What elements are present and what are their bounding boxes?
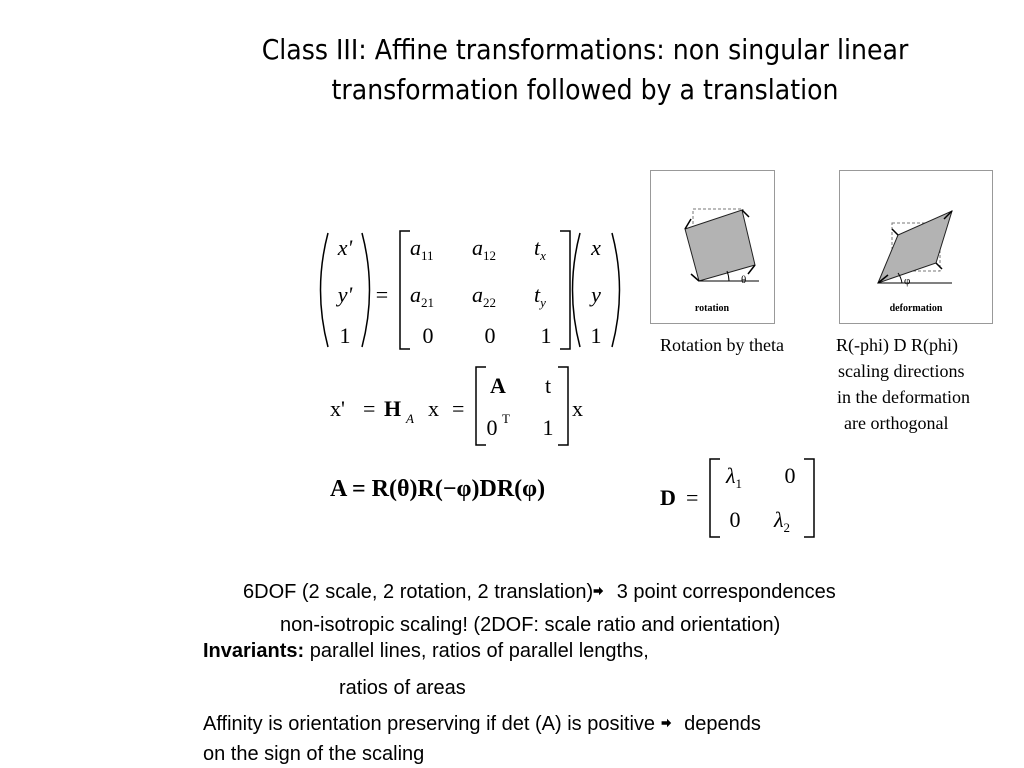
ha-lhs: x' <box>330 396 345 421</box>
caption-deformation-3: in the deformation <box>837 387 970 407</box>
d-lambda2: $\lambda_2$ <box>774 507 791 535</box>
dof-line-1 <box>243 579 836 606</box>
right-arrow-icon <box>593 583 611 599</box>
invariants-label: Invariants: <box>203 640 305 662</box>
ha-equals-1: = <box>363 396 376 421</box>
deformation-parallelogram <box>878 211 952 283</box>
cell-a12: $a_{12}$ <box>472 235 496 263</box>
lhs-y-prime: y' <box>337 282 353 307</box>
rotation-figure <box>650 170 775 324</box>
equals-sign: = <box>375 282 389 307</box>
deformation-figure-label: deformation <box>889 303 943 314</box>
caption-rotation: Rotation by theta <box>660 335 784 355</box>
d-lhs: D <box>660 485 676 510</box>
rotation-transformed-square <box>685 210 755 281</box>
cell-a11: $a_{11}$ <box>410 235 434 263</box>
block-A: A <box>490 373 506 398</box>
caption-deformation-2: scaling directions <box>838 361 965 381</box>
matrix-left-bracket <box>400 231 410 349</box>
ha-x: x <box>428 396 439 421</box>
deformation-arrow-3 <box>892 229 898 235</box>
d-right-bracket <box>804 459 814 537</box>
invariants-line-2: ratios of areas <box>339 677 466 699</box>
lhs-right-paren <box>362 233 370 347</box>
affinity-line-1 <box>203 711 761 738</box>
rotation-angle-symbol: θ <box>741 274 747 286</box>
d-matrix-equation <box>658 455 823 540</box>
ha-equals-2: = <box>452 396 465 421</box>
affine-matrix-equation <box>310 225 630 355</box>
deformation-angle-symbol: φ <box>904 275 911 287</box>
a-decomposition: A = R(θ)R(−φ)DR(φ) <box>330 476 546 502</box>
affinity-text-part-2: depends <box>678 713 761 735</box>
invariants-line-1 <box>203 638 649 665</box>
lhs-left-paren <box>321 233 329 347</box>
lhs-x-prime: x' <box>337 235 353 260</box>
d-equals: = <box>686 485 699 510</box>
d-lambda1: $\lambda_1$ <box>726 463 743 491</box>
slide-title <box>194 30 977 110</box>
dof-text-part-1: 6DOF (2 scale, 2 rotation, 2 translation) <box>243 581 594 603</box>
right-arrow-icon <box>661 715 679 731</box>
affinity-line-2: on the sign of the scaling <box>203 743 425 765</box>
rhs-one: 1 <box>590 323 602 348</box>
block-t: t <box>544 373 552 398</box>
block-one: 1 <box>542 415 554 440</box>
cell-tx: $t_x$ <box>534 235 546 263</box>
d-cell-12: 0 <box>784 463 796 488</box>
rhs-y: y <box>591 282 601 307</box>
cell-32: 0 <box>484 323 496 348</box>
ha-rhs: x <box>572 396 583 421</box>
d-left-bracket <box>710 459 720 537</box>
block-transpose: T <box>502 411 510 426</box>
invariants-text: parallel lines, ratios of parallel lengths, <box>304 640 649 662</box>
ha-equation <box>330 365 600 447</box>
cell-31: 0 <box>422 323 434 348</box>
ha-H-sub: A <box>406 411 414 426</box>
deformation-arrow-4 <box>936 263 942 269</box>
ha-H: H <box>384 396 402 421</box>
rotation-figure-label: rotation <box>694 303 730 314</box>
block-right-bracket <box>558 367 568 445</box>
d-cell-21: 0 <box>729 507 741 532</box>
title-line-2: transformation followed by a translation <box>331 73 839 106</box>
cell-ty: $t_y$ <box>534 282 546 310</box>
dof-line-2: non-isotropic scaling! (2DOF: scale ratio and orientation) <box>280 614 781 636</box>
cell-a22: $a_{22}$ <box>472 282 496 310</box>
cell-33: 1 <box>540 323 552 348</box>
block-zero: 0 <box>486 415 498 440</box>
block-left-bracket <box>476 367 486 445</box>
caption-deformation-4: are orthogonal <box>844 413 949 433</box>
affinity-text-part-1: Affinity is orientation preserving if det (A) is positive <box>203 713 661 735</box>
lhs-one: 1 <box>339 323 351 348</box>
rhs-left-paren <box>573 233 581 347</box>
deformation-figure <box>839 170 993 324</box>
matrix-right-bracket <box>560 231 570 349</box>
dof-text-part-2: 3 point correspondences <box>611 581 836 603</box>
cell-a21: $a_{21}$ <box>410 282 434 310</box>
rhs-right-paren <box>612 233 620 347</box>
rhs-x: x <box>591 235 601 260</box>
caption-deformation-1: R(-phi) D R(phi) <box>836 335 958 355</box>
title-line-1: Class III: Affine transformations: non singular linear <box>261 33 909 66</box>
